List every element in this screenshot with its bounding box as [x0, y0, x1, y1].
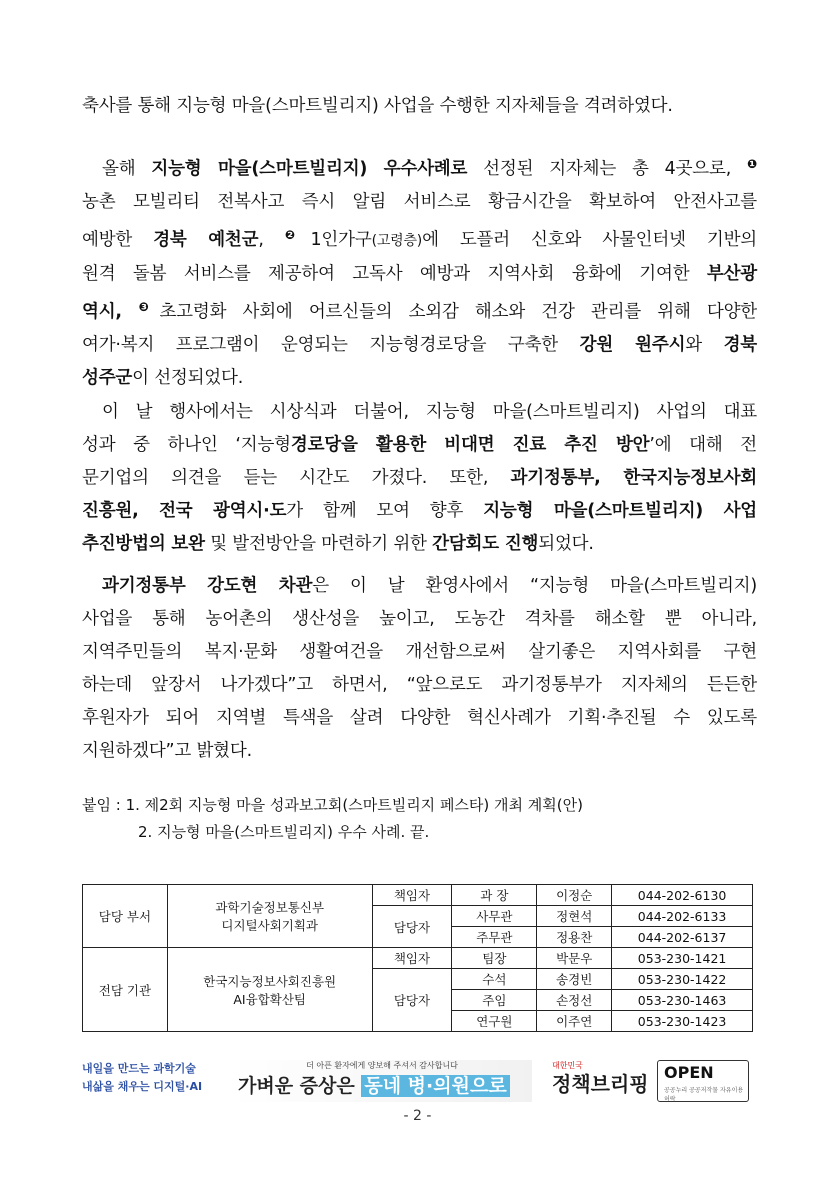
text-line: 지역주민들의 복지·문화 생활여건을 개선함으로써 살기좋은 지역사회를 구현: [82, 642, 757, 662]
marker-1: ❶: [747, 157, 757, 171]
marker-3: ❸: [138, 300, 160, 314]
attachments: [82, 792, 762, 846]
text-line: 진흥원, 전국 광역시·도가 함께 모여 향후 지능형 마을(스마트빌리지) 사업: [82, 501, 758, 521]
role-label: 책임자: [372, 885, 452, 906]
paragraph-event: [82, 396, 757, 561]
text-line: 축사를 통해 지능형 마을(스마트빌리지) 사업을 수행한 지자체들을 격려하였다.: [82, 96, 673, 116]
text-line: 문기업의 의견을 듣는 시간도 가졌다. 또한, 과기정통부, 한국지능정보사회: [82, 468, 757, 488]
phone-cell: 053-230-1423: [612, 1011, 753, 1032]
phone-cell: 044-202-6137: [612, 927, 753, 948]
page-number: - 2 -: [403, 1108, 432, 1124]
title-cell: 주임: [452, 990, 537, 1011]
text-line: 사업을 통해 농어촌의 생산성을 높이고, 도농간 격차를 해소할 뿐 아니라,: [82, 609, 757, 629]
text-line: 예방한 경북 예천군, $^❷$1인가구(고령층)에 도플러 신호와 사물인터넷 기반의: [82, 228, 757, 250]
text-line: 이 날 행사에서는 시상식과 더불어, 지능형 마을(스마트빌리지) 사업의 대표: [102, 402, 757, 422]
text-line: 추진방법의 보완 및 발전방안을 마련하기 위한 간담회도 진행되었다.: [82, 534, 594, 554]
text-line: 지원하겠다”고 밝혔다.: [82, 741, 252, 761]
name-cell: 정현석: [537, 906, 612, 927]
text-line: 원격 돌봄 서비스를 제공하여 고독사 예방과 지역사회 융화에 기여한 부산광: [82, 264, 757, 284]
phone-cell: 053-230-1463: [612, 990, 753, 1011]
phone-cell: 053-230-1422: [612, 969, 753, 990]
role-label: 책임자: [372, 948, 452, 969]
title-cell: 팀장: [452, 948, 537, 969]
text-line: 농촌 모빌리티 전복사고 즉시 알림 서비스로 황금시간을 확보하여 안전사고를: [82, 192, 757, 212]
name-cell: 이정순: [537, 885, 612, 906]
name-cell: 박문우: [537, 948, 612, 969]
name-cell: 정용찬: [537, 927, 612, 948]
title-cell: 연구원: [452, 1011, 537, 1032]
dept-label: 담당 부서: [83, 885, 168, 948]
title-cell: 과 장: [452, 885, 537, 906]
paragraph-best-cases: [82, 148, 757, 395]
table-row: [83, 948, 753, 969]
table-row: [83, 885, 753, 906]
text-line: 올해 지능형 마을(스마트빌리지) 우수사례로 선정된 지자체는 총 4곳으로, $^❶$: [102, 157, 757, 179]
paragraph-intro: [82, 90, 757, 123]
campaign-banner: 더 아픈 환자에게 양보해 주셔서 감사합니다 가벼운 증상은 동네 병·의원으로: [232, 1060, 532, 1102]
title-cell: 사무관: [452, 906, 537, 927]
role-label: 담당자: [372, 906, 452, 948]
phone-cell: 044-202-6130: [612, 885, 753, 906]
text-line: 성주군이 선정되었다.: [82, 368, 244, 388]
slogan-logo: 내일을 만드는 과학기술 내삶을 채우는 디지털·AI: [82, 1062, 203, 1093]
text-line: 역시, $^❸$초고령화 사회에 어르신들의 소외감 해소와 건강 관리를 위해 다양한: [82, 300, 757, 322]
name-cell: 이주연: [537, 1011, 612, 1032]
attachment-2: 2. 지능형 마을(스마트빌리지) 우수 사례. 끝.: [138, 823, 430, 841]
text-line: 과기정통부 강도현 차관은 이 날 환영사에서 “지능형 마을(스마트빌리지): [102, 576, 757, 596]
text-line: 하는데 앞장서 나가겠다”고 하면서, “앞으로도 과기정통부가 지자체의 든든한: [82, 675, 757, 695]
text-line: 성과 중 하나인 ‘지능형경로당을 활용한 비대면 진료 추진 방안’에 대해 전: [82, 435, 757, 455]
phone-cell: 044-202-6133: [612, 906, 753, 927]
name-cell: 송경빈: [537, 969, 612, 990]
footer-banner: [82, 1060, 757, 1102]
policy-briefing-logo: 대한민국 정책브리핑: [552, 1061, 649, 1096]
org-name: 과학기술정보통신부 디지털사회기획과: [167, 885, 372, 948]
title-cell: 주무관: [452, 927, 537, 948]
title-cell: 수석: [452, 969, 537, 990]
attachment-1: 붙임 : 1. 제2회 지능형 마을 성과보고회(스마트빌리지 페스타) 개최 계획(안): [82, 796, 583, 814]
marker-2: ❷: [284, 228, 311, 242]
role-label: 담당자: [372, 969, 452, 1032]
dept-label: 전담 기관: [83, 948, 168, 1032]
phone-cell: 053-230-1421: [612, 948, 753, 969]
text-line: 후원자가 되어 지역별 특색을 살려 다양한 혁신사례가 기획·추진될 수 있도록: [82, 708, 757, 728]
contact-table: [82, 884, 753, 1032]
text-line: 여가·복지 프로그램이 운영되는 지능형경로당을 구축한 강원 원주시와 경북: [82, 335, 758, 355]
org-name: 한국지능정보사회진흥원 AI융합확산팀: [167, 948, 372, 1032]
name-cell: 손정선: [537, 990, 612, 1011]
open-license-logo: OPEN 공공누리 공공저작물 자유이용허락: [657, 1060, 749, 1102]
paragraph-vice-minister: [82, 570, 757, 768]
